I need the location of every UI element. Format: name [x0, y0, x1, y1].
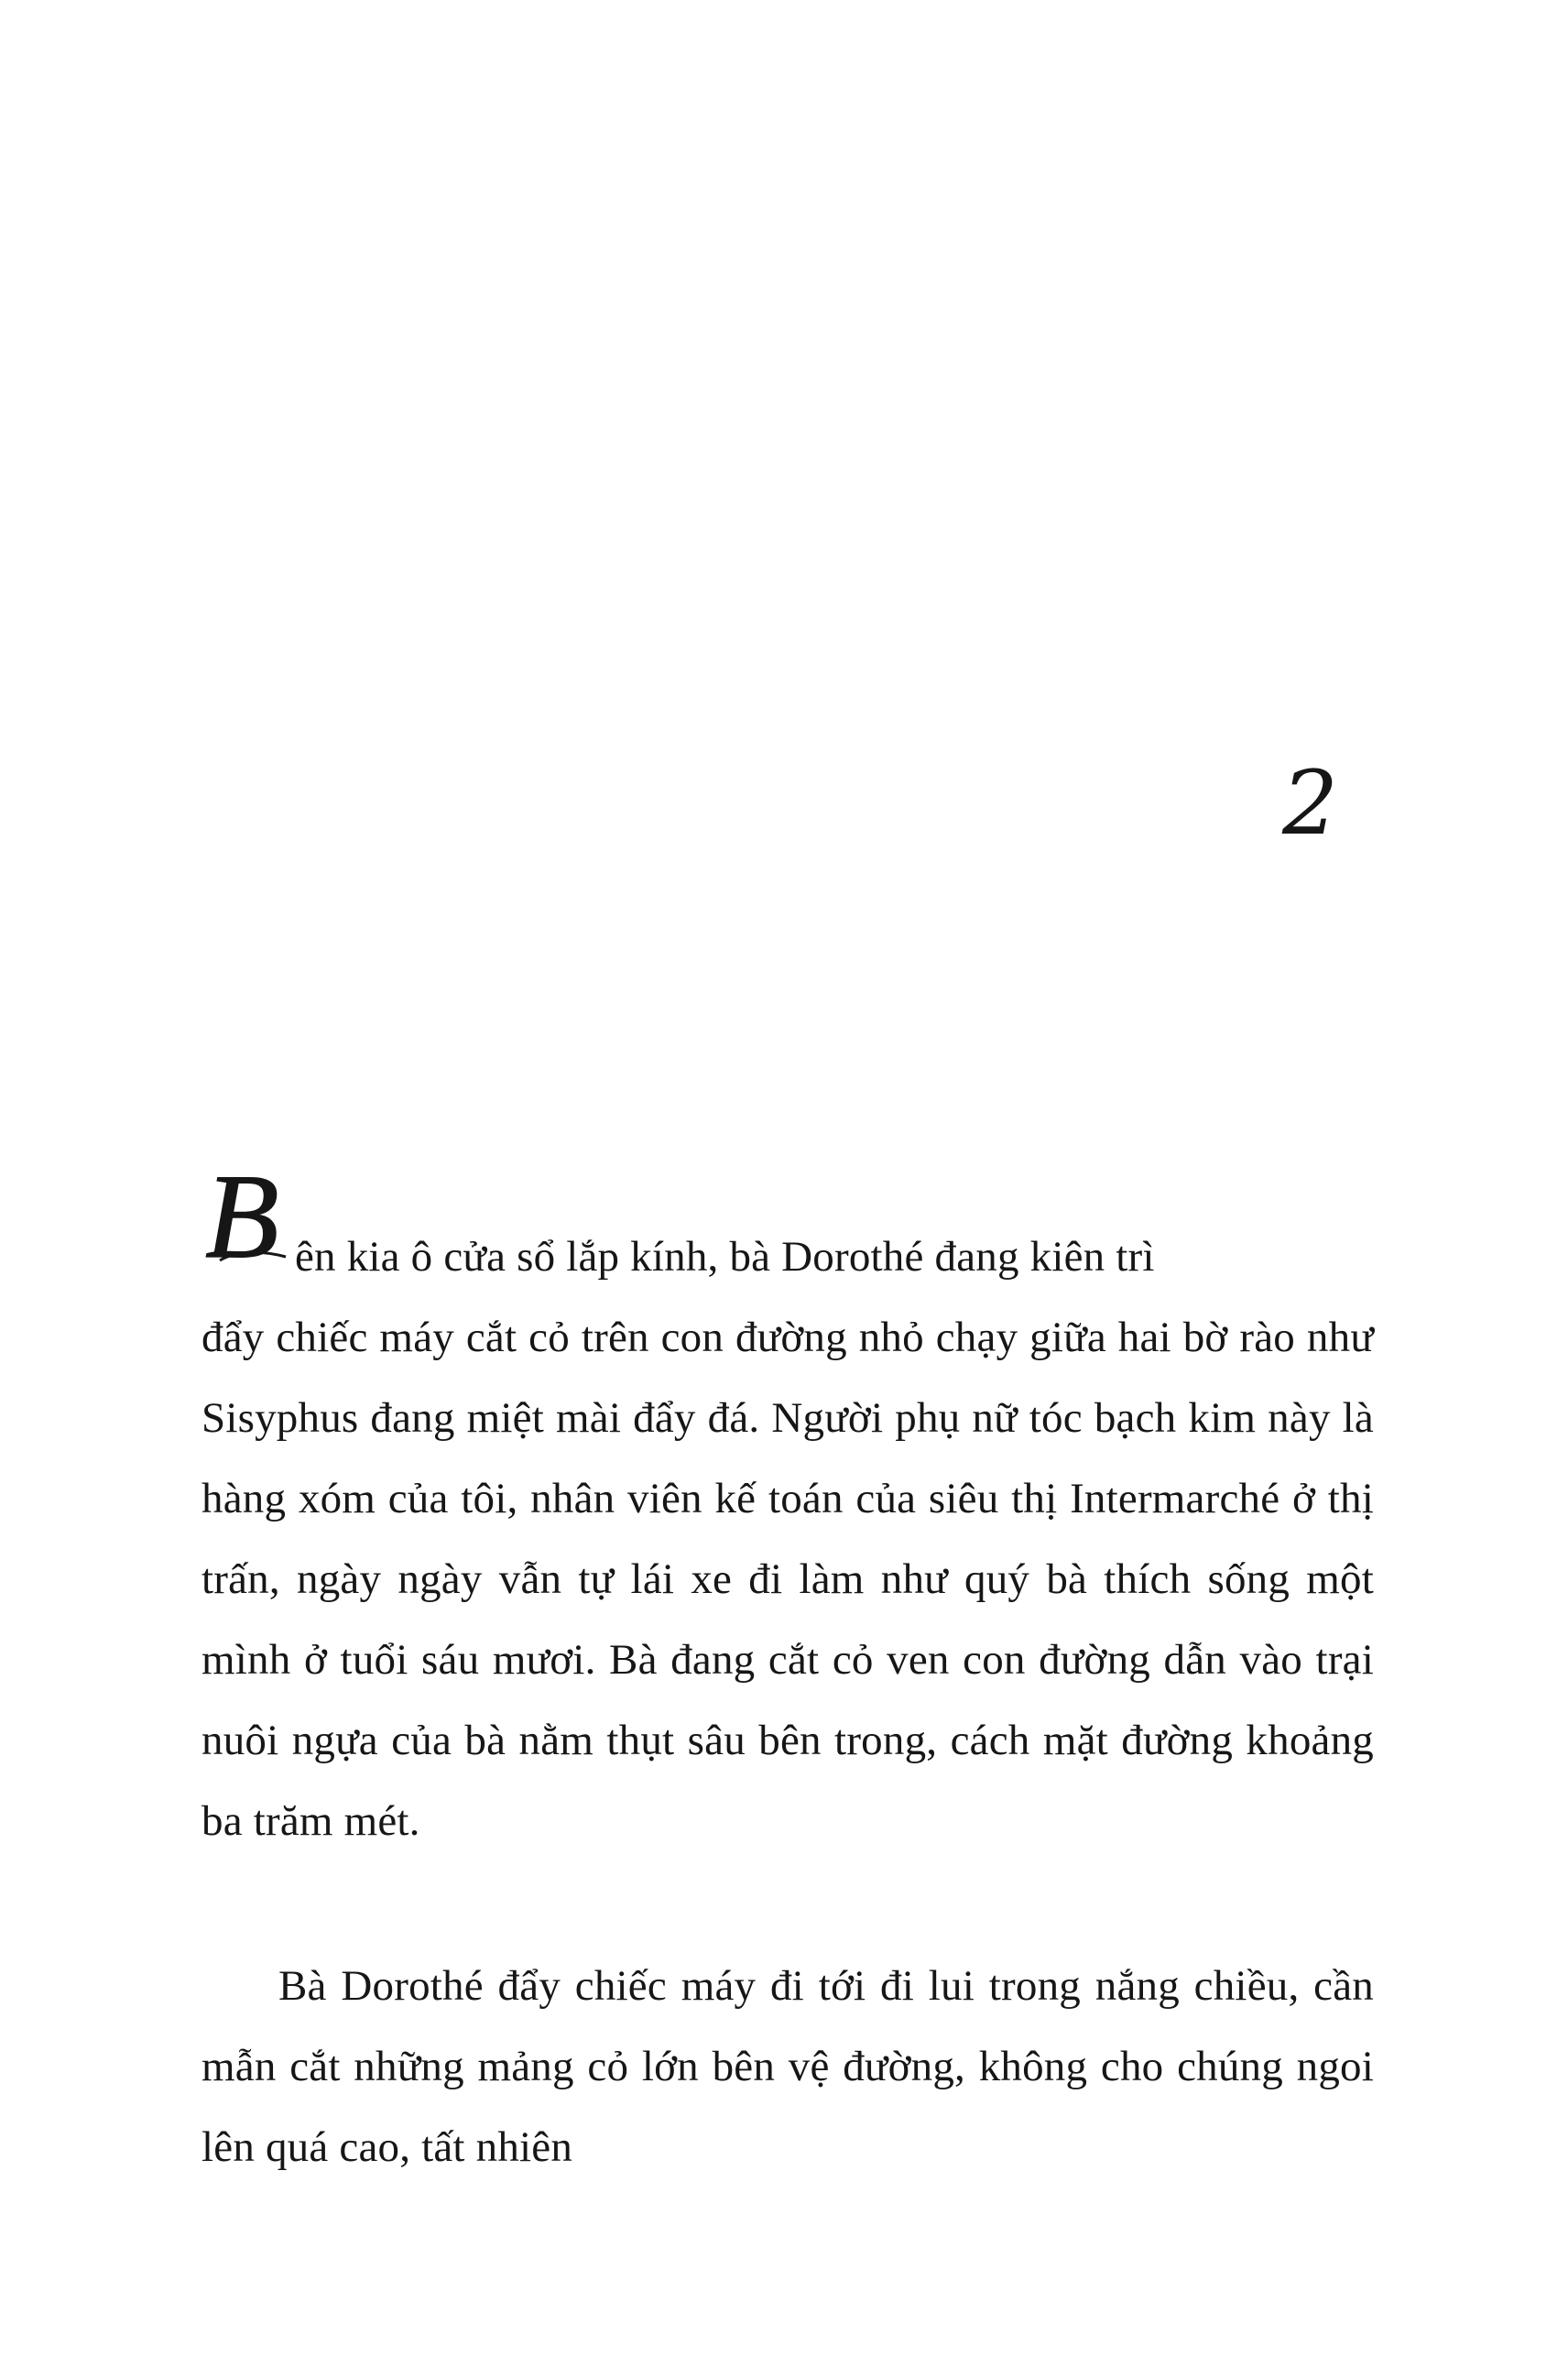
- drop-cap-letter: B: [205, 1149, 279, 1283]
- paragraph-1-first-line: ên kia ô cửa sổ lắp kính, bà Dorothé đang kiên trì: [295, 1233, 1155, 1281]
- paragraph-1-body: đẩy chiếc máy cắt cỏ trên con đường nhỏ chạy giữa hai bờ rào như Sisyphus đang miệt mài đẩy đá. Người phụ nữ tóc bạch kim này là hàng xóm của tôi, nhân viên kế toán của siêu thị Intermarché ở thị trấn, ngày ngày vẫn tự lái xe đi làm như quý bà thích sống một mình ở tuổi sáu mươi. Bà đang cắt cỏ ven con đường dẫn vào trại nuôi ngựa của bà nằm thụt sâu bên trong, cách mặt đường khoảng ba trăm mét.: [201, 1314, 1374, 1845]
- paragraph-2: Bà Dorothé đẩy chiếc máy đi tới đi lui trong nắng chiều, cần mẫn cắt những mảng cỏ lớn bên vệ đường, không cho chúng ngoi lên quá cao, tất nhiên: [201, 1962, 1374, 2171]
- chapter-number-text: 2: [1282, 752, 1339, 852]
- paragraph-1: [201, 1216, 1374, 1861]
- chapter-number: [1264, 751, 1374, 852]
